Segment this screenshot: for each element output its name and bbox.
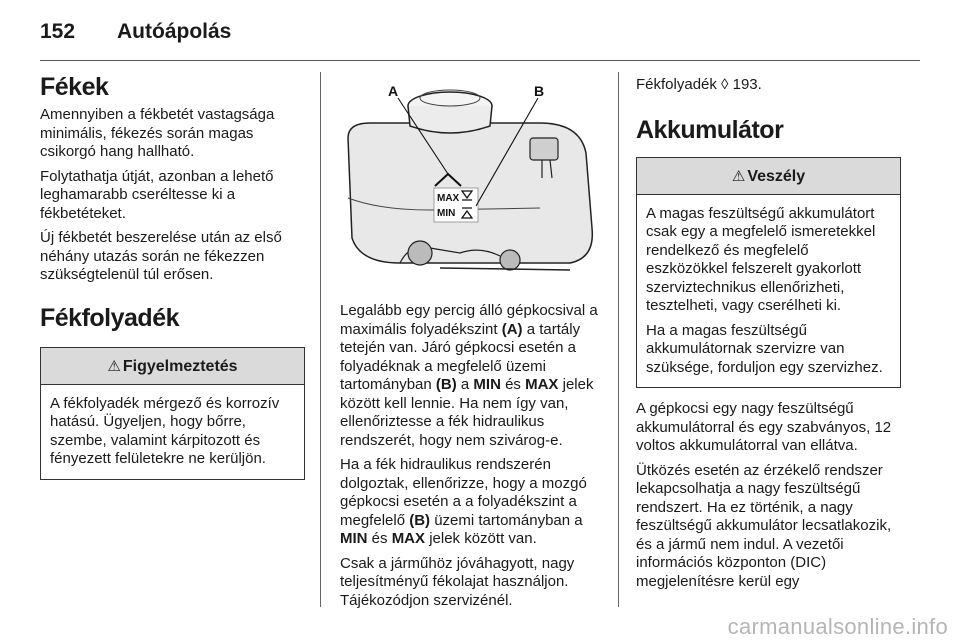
heading-brake-fluid: Fékfolyadék	[40, 303, 180, 332]
max-mark: MAX	[437, 193, 460, 204]
column-divider	[320, 72, 321, 607]
brake-reservoir-illustration	[340, 78, 598, 278]
danger-header	[637, 158, 900, 195]
danger-box	[636, 157, 901, 389]
warning-header	[41, 348, 304, 385]
paragraph: Csak a járműhöz jóváhagyott, nagy teljesítményű fékolajat használjon. Tájékozódjon szervizénél.	[340, 554, 575, 609]
heading-battery: Akkumulátor	[636, 115, 784, 144]
danger-title: Veszély	[747, 167, 806, 185]
warning-box	[40, 347, 305, 480]
paragraph: Legalább egy percig álló gépkocsival a maximális folyadékszint (A) a tartály tetején van. Járó gépkocsi esetén a folyadéknak a megfelelő üzemi tartományban (B) a MIN és MAX jelek között kell lennie. Ha nem így van, ellenőriztesse a fék hidraulikus rendszerét, hogy nem szivárog-e.	[340, 302, 598, 449]
min-mark: MIN	[437, 208, 456, 219]
danger-text: A magas feszültségű akkumulátort csak egy a megfelelő ismeretekkel rendelkező és megfelelő eszközökkel felszerelt gyakorlott szerviztechnikus ellenőrizheti, tesztelheti, vagy cserélheti ki.	[646, 204, 876, 314]
heading-brakes: Fékek	[40, 73, 109, 101]
header-rule	[40, 60, 920, 61]
paragraph: Ütközés esetén az érzékelő rendszer lekapcsolhatja a nagy feszültségű rendszert. Ha ez történik, a nagy feszültségű akkumulátor lecsatlakozik, és a jármű nem indul. A vezetői információs központon (DIC) megjelenítésre kerül egy	[636, 461, 892, 590]
cross-reference: Fékfolyadék ◊ 193.	[636, 76, 762, 93]
paragraph: Új fékbetét beszerelése után az első néhány utazás során ne fékezzen szükségtelenül túl erősen.	[40, 229, 282, 283]
column-left	[40, 72, 305, 480]
column-middle	[340, 302, 605, 610]
paragraph: Ha a fék hidraulikus rendszerén dolgoztak, ellenőrizze, hogy a mozgó gépkocsi esetén a a folyadékszint a megfelelő (B) üzemi tartományban a MIN és MAX jelek között van.	[340, 456, 587, 547]
page-number: 152	[40, 20, 76, 43]
warning-text: A fékfolyadék mérgező és korrozív hatású. Ügyeljen, hogy bőrre, szembe, valamint kárpitozott és fényezett felületekre ne kerüljön.	[50, 394, 280, 467]
danger-text: Ha a magas feszültségű akkumulátornak szervizre van szüksége, forduljon egy szervizhez.	[646, 321, 883, 376]
label-a: A	[388, 83, 399, 99]
warning-title: Figyelmeztetés	[122, 357, 238, 375]
section-title: Autóápolás	[117, 20, 232, 43]
paragraph: A gépkocsi egy nagy feszültségű akkumulátorral és egy szabványos, 12 voltos akkumulátorral van ellátva.	[636, 400, 892, 454]
brake-reservoir-figure	[340, 78, 598, 278]
watermark: carmanualsonline.info	[727, 614, 948, 639]
paragraph: Amennyiben a fékbetét vastagsága minimális, fékezés során magas csikorgó hang hallható.	[40, 106, 275, 160]
warning-triangle-icon: ⚠	[731, 167, 746, 185]
column-divider	[618, 72, 619, 607]
label-b: B	[534, 83, 545, 99]
paragraph: Folytathatja útját, azonban a lehető leghamarabb cseréltesse ki a fékbetéteket.	[40, 167, 274, 222]
warning-triangle-icon: ⚠	[107, 357, 121, 375]
column-right	[636, 72, 901, 591]
